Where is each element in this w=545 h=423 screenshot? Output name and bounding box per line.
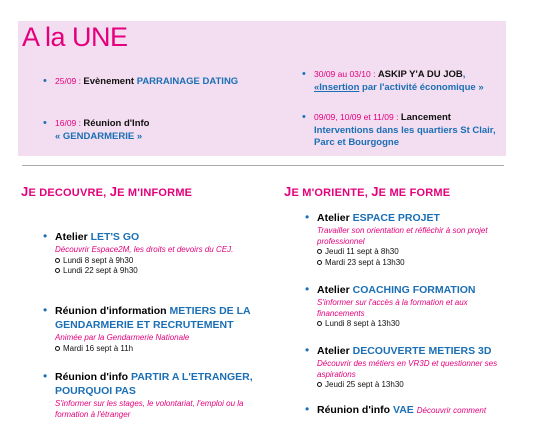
- event-title: Atelier LET'S GO: [55, 231, 140, 243]
- une-item-label: Réunion d'Info: [83, 118, 150, 129]
- une-item-date: 30/09 au 03/10 :: [314, 69, 378, 79]
- event-date: Mardi 16 sept à 11h: [55, 344, 255, 355]
- event-description: Travailler son orientation et réfléchir à son projet professionnel: [317, 226, 488, 246]
- event-date: Lundi 8 sept à 13h30: [317, 319, 507, 330]
- bullet-icon: •: [305, 402, 310, 416]
- event-date: Jeudi 25 sept à 13h30: [317, 380, 507, 391]
- une-item-link[interactable]: «Insertion: [314, 81, 360, 93]
- event-vae[interactable]: [305, 402, 517, 417]
- event-etranger[interactable]: [43, 369, 255, 420]
- event-metiers-3d[interactable]: [305, 343, 507, 391]
- une-title: A la UNE: [22, 22, 128, 52]
- bullet-icon: •: [302, 68, 306, 80]
- une-item-highlight[interactable]: « GENDARMERIE »: [55, 130, 143, 142]
- event-description: Découvrir Espace2M, les droits et devoirs du CEJ.: [55, 245, 234, 254]
- event-title: Réunion d'information METIERS DE LA GENDARMERIE ET RECRUTEMENT: [55, 305, 251, 331]
- section-title-oriente: JE M'ORIENTE, JE ME FORME: [284, 184, 451, 199]
- event-date: Jeudi 11 sept à 8h30: [317, 247, 507, 258]
- une-item-highlight[interactable]: PARRAINAGE DATING: [136, 76, 239, 87]
- section-title-decouvre: JE DECOUVRE, JE M'INFORME: [21, 184, 193, 199]
- une-item-label: ASKIP Y'A DU JOB: [377, 69, 463, 80]
- event-title: Atelier COACHING FORMATION: [317, 284, 476, 296]
- une-item-parrainage[interactable]: [43, 75, 240, 89]
- une-item-date: 09/09, 10/09 et 11/09 :: [314, 112, 401, 122]
- une-item-date: 16/09 :: [55, 118, 84, 128]
- event-title: Réunion d'info VAE Découvrir comment: [317, 404, 487, 416]
- event-title: Atelier ESPACE PROJET: [317, 212, 440, 224]
- bullet-icon: •: [302, 111, 306, 123]
- bullet-icon: •: [43, 117, 47, 129]
- event-espace-projet[interactable]: [305, 210, 507, 268]
- bullet-icon: •: [43, 369, 48, 383]
- event-description: Animée par la Gendarmerie Nationale: [55, 333, 190, 342]
- bullet-icon: •: [43, 75, 47, 87]
- event-description: Découvrir comment: [416, 406, 487, 415]
- event-date: Mardi 23 sept à 13h30: [317, 258, 507, 269]
- event-description: S'informer sur l'accès à la formation et aux financements: [317, 298, 468, 318]
- une-item-gendarmerie[interactable]: [43, 117, 240, 143]
- event-date: Lundi 22 sept à 9h30: [55, 266, 255, 277]
- bullet-icon: •: [305, 210, 310, 224]
- bullet-icon: •: [305, 282, 310, 296]
- event-title: Atelier DECOUVERTE METIERS 3D: [317, 345, 492, 357]
- event-description: Découvrir des métiers en VR3D et questionner ses aspirations: [317, 359, 498, 379]
- une-item-lancement[interactable]: [302, 111, 502, 150]
- une-item-label: Evènement: [83, 76, 137, 87]
- bullet-icon: •: [43, 229, 48, 243]
- une-item-label: Lancement: [400, 112, 451, 123]
- une-item-highlight[interactable]: Interventions dans les quartiers St Clair, Parc et Bourgogne: [314, 124, 496, 148]
- event-date: Lundi 8 sept à 9h30: [55, 256, 255, 267]
- une-item-date: 25/09 :: [55, 76, 84, 86]
- une-item-askip[interactable]: [302, 68, 502, 94]
- event-coaching-formation[interactable]: [305, 282, 507, 330]
- event-title: Réunion d'info PARTIR A L'ETRANGER, POURQUOI PAS: [55, 371, 253, 397]
- event-description: S'informer sur les stages, le volontariat, l'emploi ou la formation à l'étranger: [55, 399, 244, 419]
- une-item-highlight[interactable]: par l'activité économique »: [359, 81, 484, 93]
- event-lets-go[interactable]: [43, 229, 255, 277]
- bullet-icon: •: [305, 343, 310, 357]
- bullet-icon: •: [43, 303, 48, 317]
- une-item-comma: ,: [462, 69, 466, 80]
- divider: [22, 165, 504, 166]
- event-gendarmerie[interactable]: [43, 303, 255, 354]
